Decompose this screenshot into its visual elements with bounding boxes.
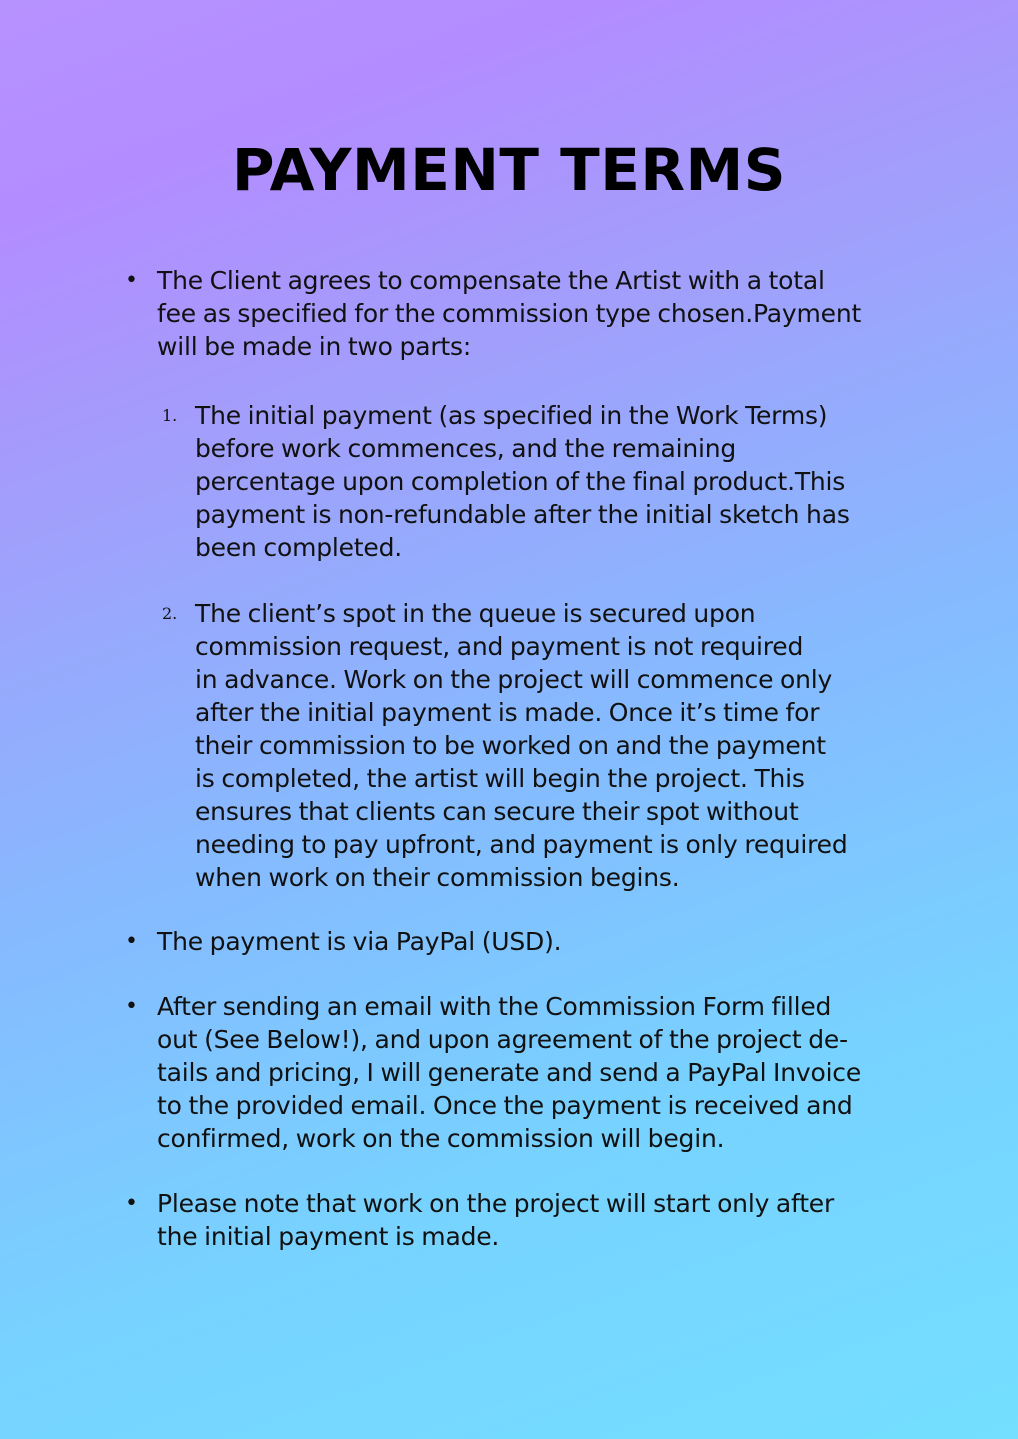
text-line: after the initial payment is made. Once it’s time for [195,698,820,727]
text-line: their commission to be worked on and the payment [195,731,826,760]
text-line: payment is non-refundable after the initial sketch has [195,500,850,529]
text-line: ensures that clients can secure their spot without [195,797,799,826]
text-line: needing to pay upfront, and payment is only required [195,830,848,859]
page-title: PAYMENT TERMS [232,136,786,204]
list-item-paypal [157,925,917,958]
text-line: The payment is via PayPal (USD). [157,927,562,956]
sublist-item-queue-spot [195,597,915,894]
text-line: the initial payment is made. [157,1222,500,1251]
text-line: The initial payment (as specified in the Work Terms) [195,401,828,430]
list-item-invoice [157,990,917,1155]
list-item-compensation [157,264,917,363]
list-number: 2. [162,604,178,623]
text-line: commission request, and payment is not required [195,632,804,661]
bullet-icon: • [125,1191,138,1216]
text-line: fee as specified for the commission type chosen.Payment [157,299,862,328]
text-line: when work on their commission begins. [195,863,680,892]
text-line: will be made in two parts: [157,332,472,361]
text-line: is completed, the artist will begin the project. This [195,764,805,793]
bullet-icon: • [125,929,138,954]
text-line: out (See Below!), and upon agreement of the project de- [157,1025,848,1054]
list-item-start-note [157,1187,917,1253]
text-line: The Client agrees to compensate the Artist with a total [157,266,825,295]
text-line: confirmed, work on the commission will begin. [157,1124,725,1153]
text-line: The client’s spot in the queue is secured upon [195,599,756,628]
bullet-icon: • [125,994,138,1019]
text-line: percentage upon completion of the final product.This [195,467,846,496]
text-line: been completed. [195,533,403,562]
text-line: After sending an email with the Commission Form filled [157,992,832,1021]
text-line: Please note that work on the project will start only after [157,1189,835,1218]
list-number: 1. [162,406,178,425]
sublist-item-initial-payment [195,399,915,564]
text-line: tails and pricing, I will generate and send a PayPal Invoice [157,1058,862,1087]
text-line: to the provided email. Once the payment is received and [157,1091,853,1120]
text-line: before work commences, and the remaining [195,434,737,463]
bullet-icon: • [125,268,138,293]
text-line: in advance. Work on the project will commence only [195,665,833,694]
